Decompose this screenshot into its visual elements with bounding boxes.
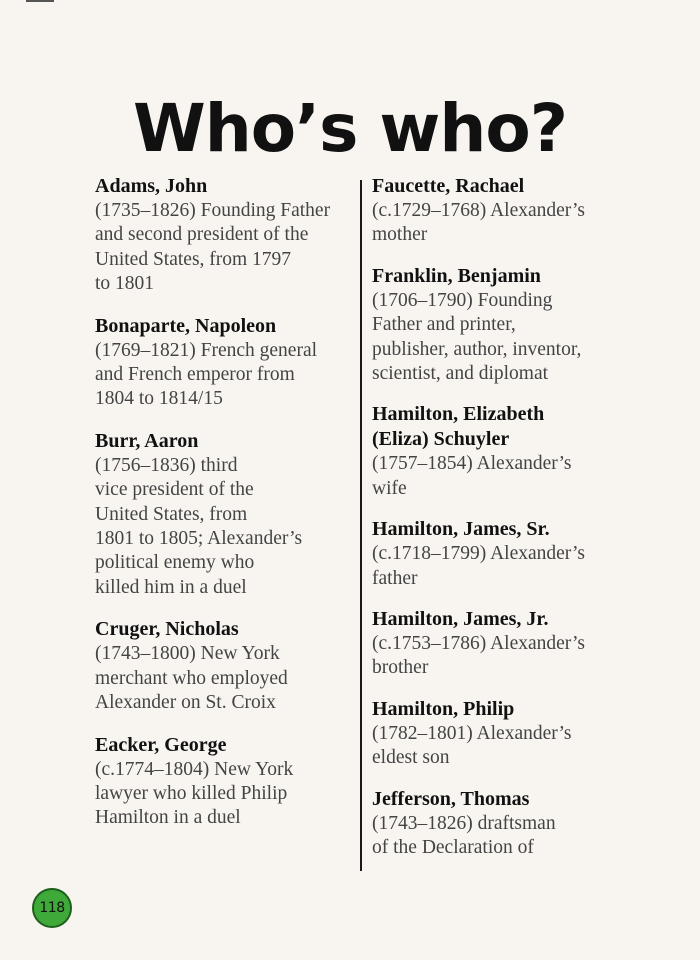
entry-faucette (372, 174, 662, 248)
entry-name: Adams, John (95, 175, 208, 197)
entry-name: Eacker, George (95, 733, 227, 756)
entry-name: Burr, Aaron (95, 429, 199, 452)
entry-description: (1769–1821) French general and French emperor from 1804 to 1814/15 (95, 339, 318, 410)
entry-description: (c.1774–1804) New York lawyer who killed Philip Hamilton in a duel (95, 758, 294, 829)
entry-name: Hamilton, James, Jr. (372, 608, 549, 631)
entry-name: Bonaparte, Napoleon (95, 314, 277, 337)
entry-description: (1743–1826) draftsman of the Declaration of (372, 812, 556, 859)
entry-description: (1782–1801) Alexander’s eldest son (372, 722, 572, 769)
entry-description: (1743–1800) New York merchant who employed Alexander on St. Croix (95, 643, 288, 714)
entry-hamilton-james-jr (372, 607, 662, 681)
entry-cruger (95, 617, 357, 715)
entry-name: Cruger, Nicholas (95, 618, 239, 641)
entry-hamilton-james-sr (372, 517, 662, 591)
entry-franklin (372, 264, 662, 387)
entry-name: Faucette, Rachael (372, 175, 525, 197)
entry-description: (1757–1854) Alexander’s wife (372, 453, 572, 499)
page-number: 118 (39, 900, 65, 916)
right-column (372, 174, 662, 861)
entry-description: (1735–1826) Founding Father and second president of the United States, from 1797 to 1801 (95, 200, 331, 295)
entry-bonaparte (95, 314, 357, 412)
entry-eacker (95, 733, 357, 831)
left-column (95, 174, 357, 831)
page-number-badge (32, 888, 72, 928)
entry-hamilton-elizabeth (372, 402, 662, 501)
corner-mark (26, 0, 54, 2)
entry-description: (c.1718–1799) Alexander’s father (372, 543, 586, 589)
entry-name: Hamilton, Philip (372, 697, 515, 720)
entry-name: Jefferson, Thomas (372, 787, 530, 810)
entry-description: (1706–1790) Founding Father and printer, publisher, author, inventor, scientist, and diplomat (372, 289, 582, 385)
entry-name: Hamilton, Elizabeth (Eliza) Schuyler (372, 403, 545, 451)
entry-adams (95, 174, 357, 297)
entry-hamilton-philip (372, 697, 662, 771)
column-divider (360, 180, 362, 871)
entry-description: (c.1729–1768) Alexander’s mother (372, 200, 586, 246)
entry-description: (1756–1836) third vice president of the United States, from 1801 to 1805; Alexander’s political enemy who killed him in a duel (95, 454, 303, 598)
entry-name: Hamilton, James, Sr. (372, 518, 550, 541)
entry-description: (c.1753–1786) Alexander’s brother (372, 633, 586, 679)
entry-burr (95, 429, 357, 600)
entry-jefferson (372, 787, 662, 861)
entry-name: Franklin, Benjamin (372, 264, 541, 287)
page-title: Who’s who? (132, 90, 568, 168)
